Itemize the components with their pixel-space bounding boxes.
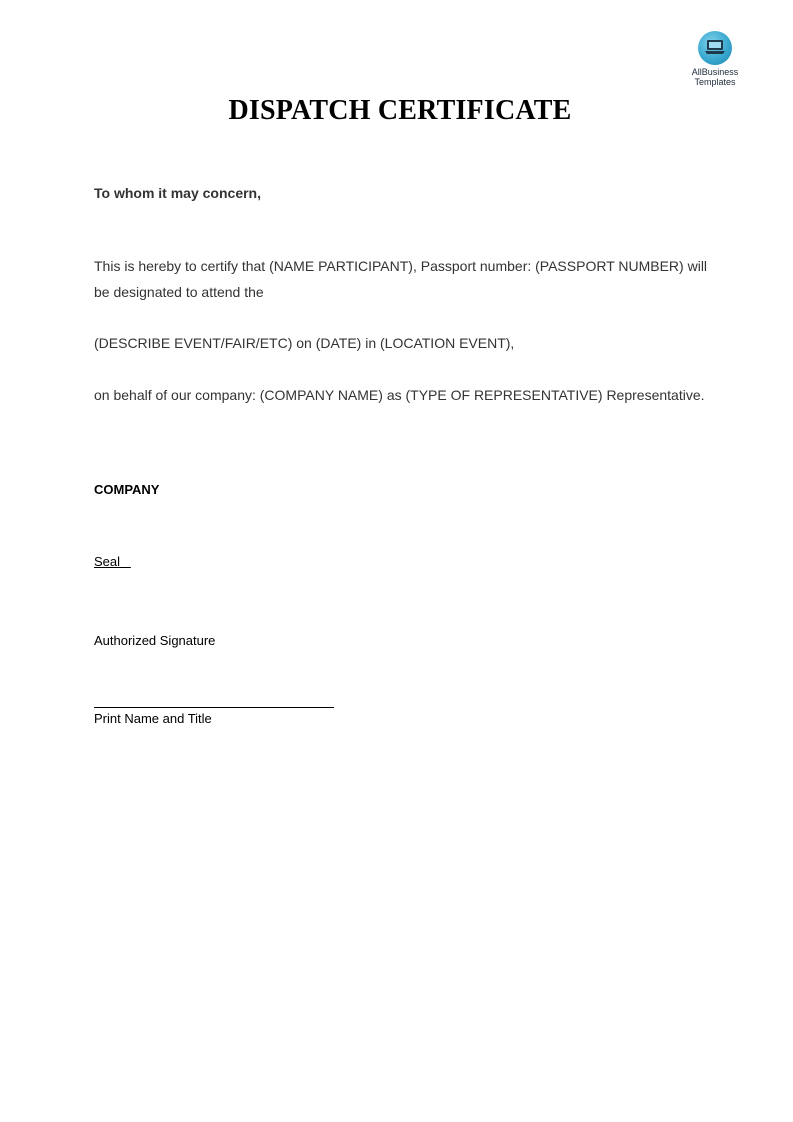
laptop-icon — [698, 31, 732, 65]
company-paragraph: on behalf of our company: (COMPANY NAME) as (TYPE OF REPRESENTATIVE) Representative. — [94, 387, 705, 403]
allbusiness-templates-logo — [684, 31, 746, 87]
seal-label: Seal — [94, 554, 131, 569]
logo-text-line1: AllBusiness — [691, 67, 739, 77]
event-paragraph: (DESCRIBE EVENT/FAIR/ETC) on (DATE) in (LOCATION EVENT), — [94, 335, 515, 351]
logo-text — [684, 67, 746, 87]
logo-text-line2: Templates — [694, 77, 736, 87]
print-name-title-label: Print Name and Title — [94, 711, 212, 726]
company-label: COMPANY — [94, 482, 160, 497]
certification-paragraph: This is hereby to certify that (NAME PARTICIPANT), Passport number: (PASSPORT NUMBER) will be designated to attend the — [94, 258, 708, 300]
signature-line — [94, 707, 334, 708]
authorized-signature-label: Authorized Signature — [94, 633, 216, 648]
document-title: DISPATCH CERTIFICATE — [228, 95, 572, 126]
salutation: To whom it may concern, — [94, 185, 261, 201]
